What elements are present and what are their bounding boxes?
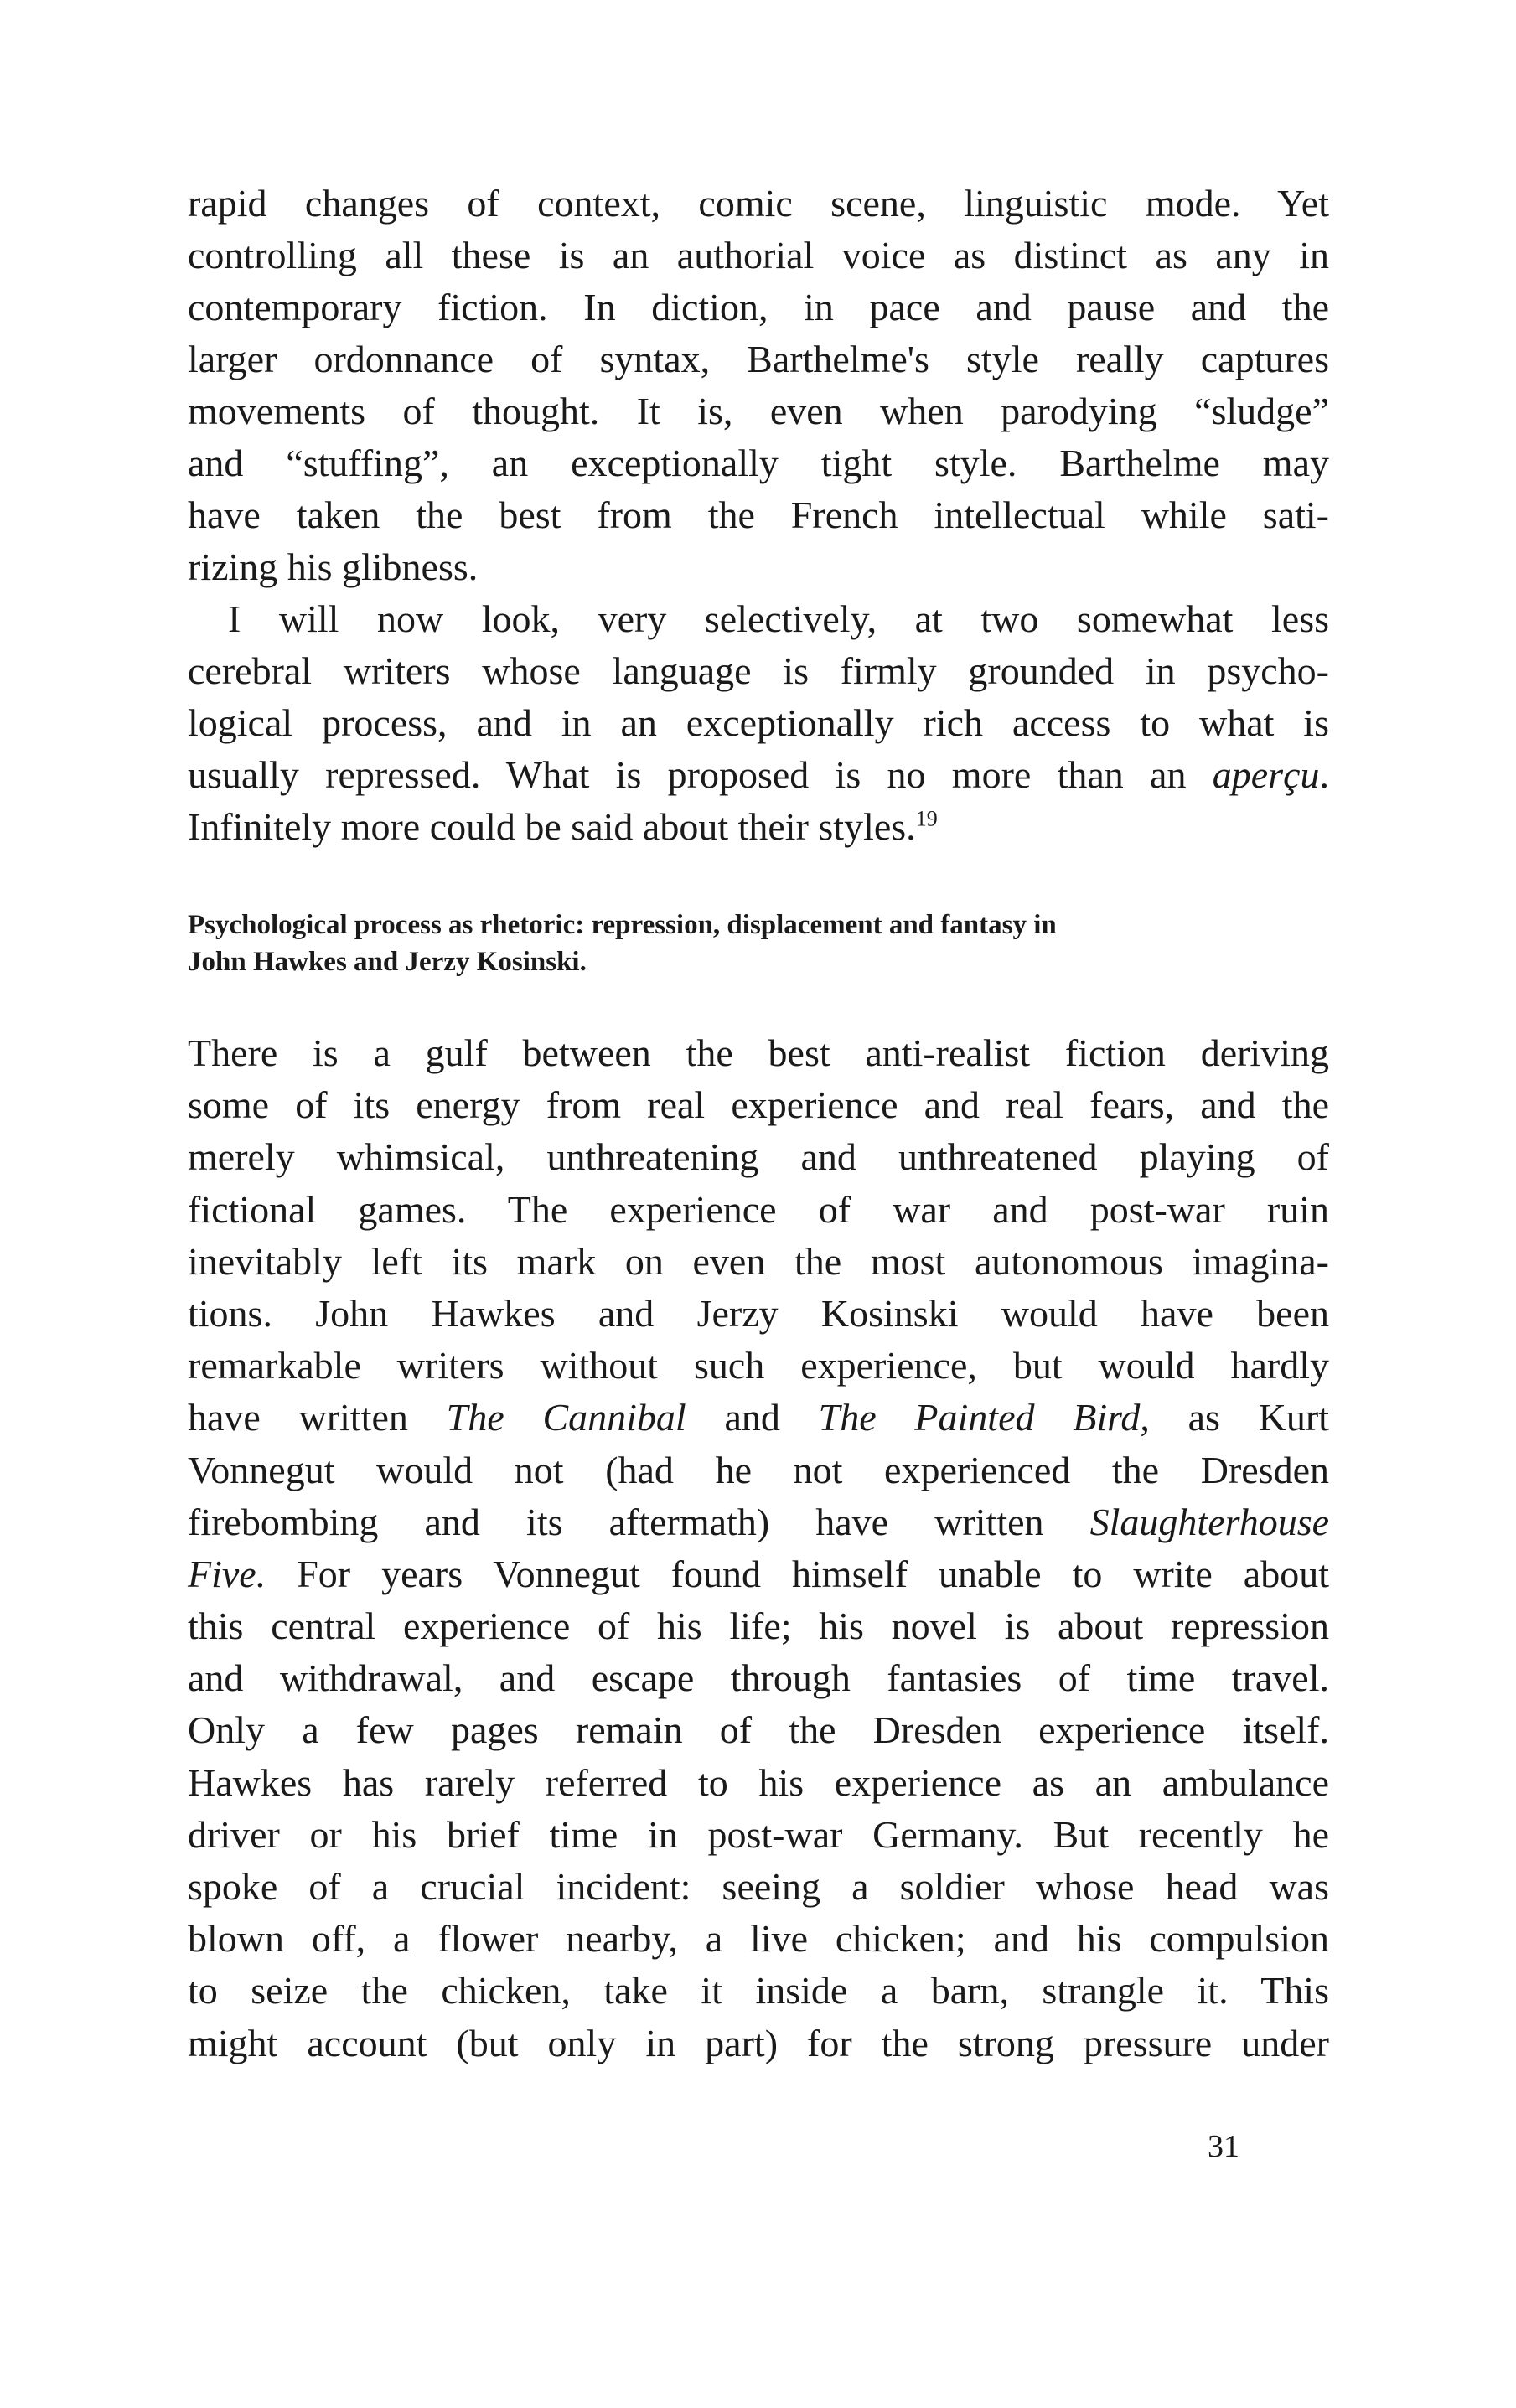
text-segment: have written: [188, 1396, 408, 1439]
text-line: larger ordonnance of syntax, Barthelme's style really captures: [188, 338, 1329, 380]
text-segment: Infinitely more could be said about their styles.: [188, 805, 916, 848]
text-line: rizing his glibness.: [188, 545, 479, 588]
title-the-painted-bird: The Painted Bird: [818, 1396, 1141, 1439]
footnote-reference: 19: [915, 806, 938, 831]
text-line: Only a few pages remain of the Dresden experience itself.: [188, 1708, 1329, 1752]
text-segment: firebombing and its aftermath) have written: [188, 1500, 1044, 1543]
text-line: spoke of a crucial incident: seeing a soldier whose head was: [188, 1865, 1329, 1908]
text-line: have taken the best from the French intellectual while sati-: [188, 493, 1329, 536]
text-line: merely whimsical, unthreatening and unthreatened playing of: [188, 1135, 1329, 1179]
text-line: [188, 1496, 1329, 1548]
text-line: to seize the chicken, take it inside a barn, strangle it. This: [188, 1969, 1329, 2013]
text-line: Vonnegut would not (had he not experienced the Dresden: [188, 1448, 1329, 1491]
text-line: There is a gulf between the best anti-realist fiction deriving: [188, 1031, 1329, 1074]
text-segment: usually repressed. What is proposed is no more than an: [188, 753, 1187, 796]
text-segment: , as Kurt: [1140, 1396, 1329, 1439]
title-five: Five.: [188, 1552, 266, 1595]
text-line: [188, 1392, 1329, 1444]
text-line: movements of thought. It is, even when parodying “sludge”: [188, 390, 1329, 432]
text-line: usually repressed. What is proposed is no more than an aperçu.: [188, 753, 1330, 796]
text-line: and “stuffing”, an exceptionally tight style. Barthelme may: [188, 442, 1329, 484]
title-slaughterhouse: Slaughterhouse: [1089, 1500, 1330, 1543]
text-line: controlling all these is an authorial voice as distinct as any in: [188, 234, 1329, 276]
text-line: some of its energy from real experience and real fears, and the: [188, 1083, 1329, 1127]
text-segment: and: [724, 1396, 780, 1439]
text-line: [188, 801, 1329, 853]
text-line: fictional games. The experience of war and post-war ruin: [188, 1187, 1329, 1231]
text-line: rapid changes of context, comic scene, linguistic mode. Yet: [188, 182, 1329, 225]
text-line: driver or his brief time in post-war Germany. But recently he: [188, 1812, 1329, 1856]
text-line: and withdrawal, and escape through fantasies of time travel.: [188, 1656, 1329, 1700]
paragraph-hawkes-kosinski: [188, 1027, 1329, 2070]
text-line: blown off, a flower nearby, a live chicken; and his compulsion: [188, 1917, 1329, 1961]
text-line: this central experience of his life; his novel is about repression: [188, 1604, 1329, 1648]
text-line: might account (but only in part) for the strong pressure under: [188, 2021, 1329, 2064]
text-line: cerebral writers whose language is firmly grounded in psycho-: [188, 649, 1329, 692]
section-heading: [188, 907, 1329, 980]
text-line: [188, 1548, 1329, 1600]
text-segment: For years Vonnegut found himself unable to write about: [297, 1552, 1330, 1595]
text-line: tions. John Hawkes and Jerzy Kosinski would have been: [188, 1291, 1329, 1335]
paragraph-barthelme: [188, 178, 1329, 593]
page-number: 31: [1208, 2129, 1239, 2164]
heading-line: John Hawkes and Jerzy Kosinski.: [188, 947, 587, 977]
italic-word-apercu: aperçu: [1212, 753, 1320, 796]
text-line: contemporary fiction. In diction, in pace and pause and the: [188, 286, 1329, 328]
paragraph-selective-look: [188, 593, 1329, 853]
text-line: remarkable writers without such experience, but would hardly: [188, 1344, 1329, 1387]
heading-line: Psychological process as rhetoric: repression, displacement and fantasy in: [188, 910, 1057, 940]
text-line: inevitably left its mark on even the most autonomous imagina-: [188, 1239, 1329, 1283]
text-line: I will now look, very selectively, at two somewhat less: [228, 597, 1329, 640]
text-line: logical process, and in an exceptionally rich access to what is: [188, 701, 1329, 744]
text-line: Hawkes has rarely referred to his experience as an ambulance: [188, 1760, 1329, 1804]
title-the-cannibal: The Cannibal: [446, 1396, 686, 1439]
